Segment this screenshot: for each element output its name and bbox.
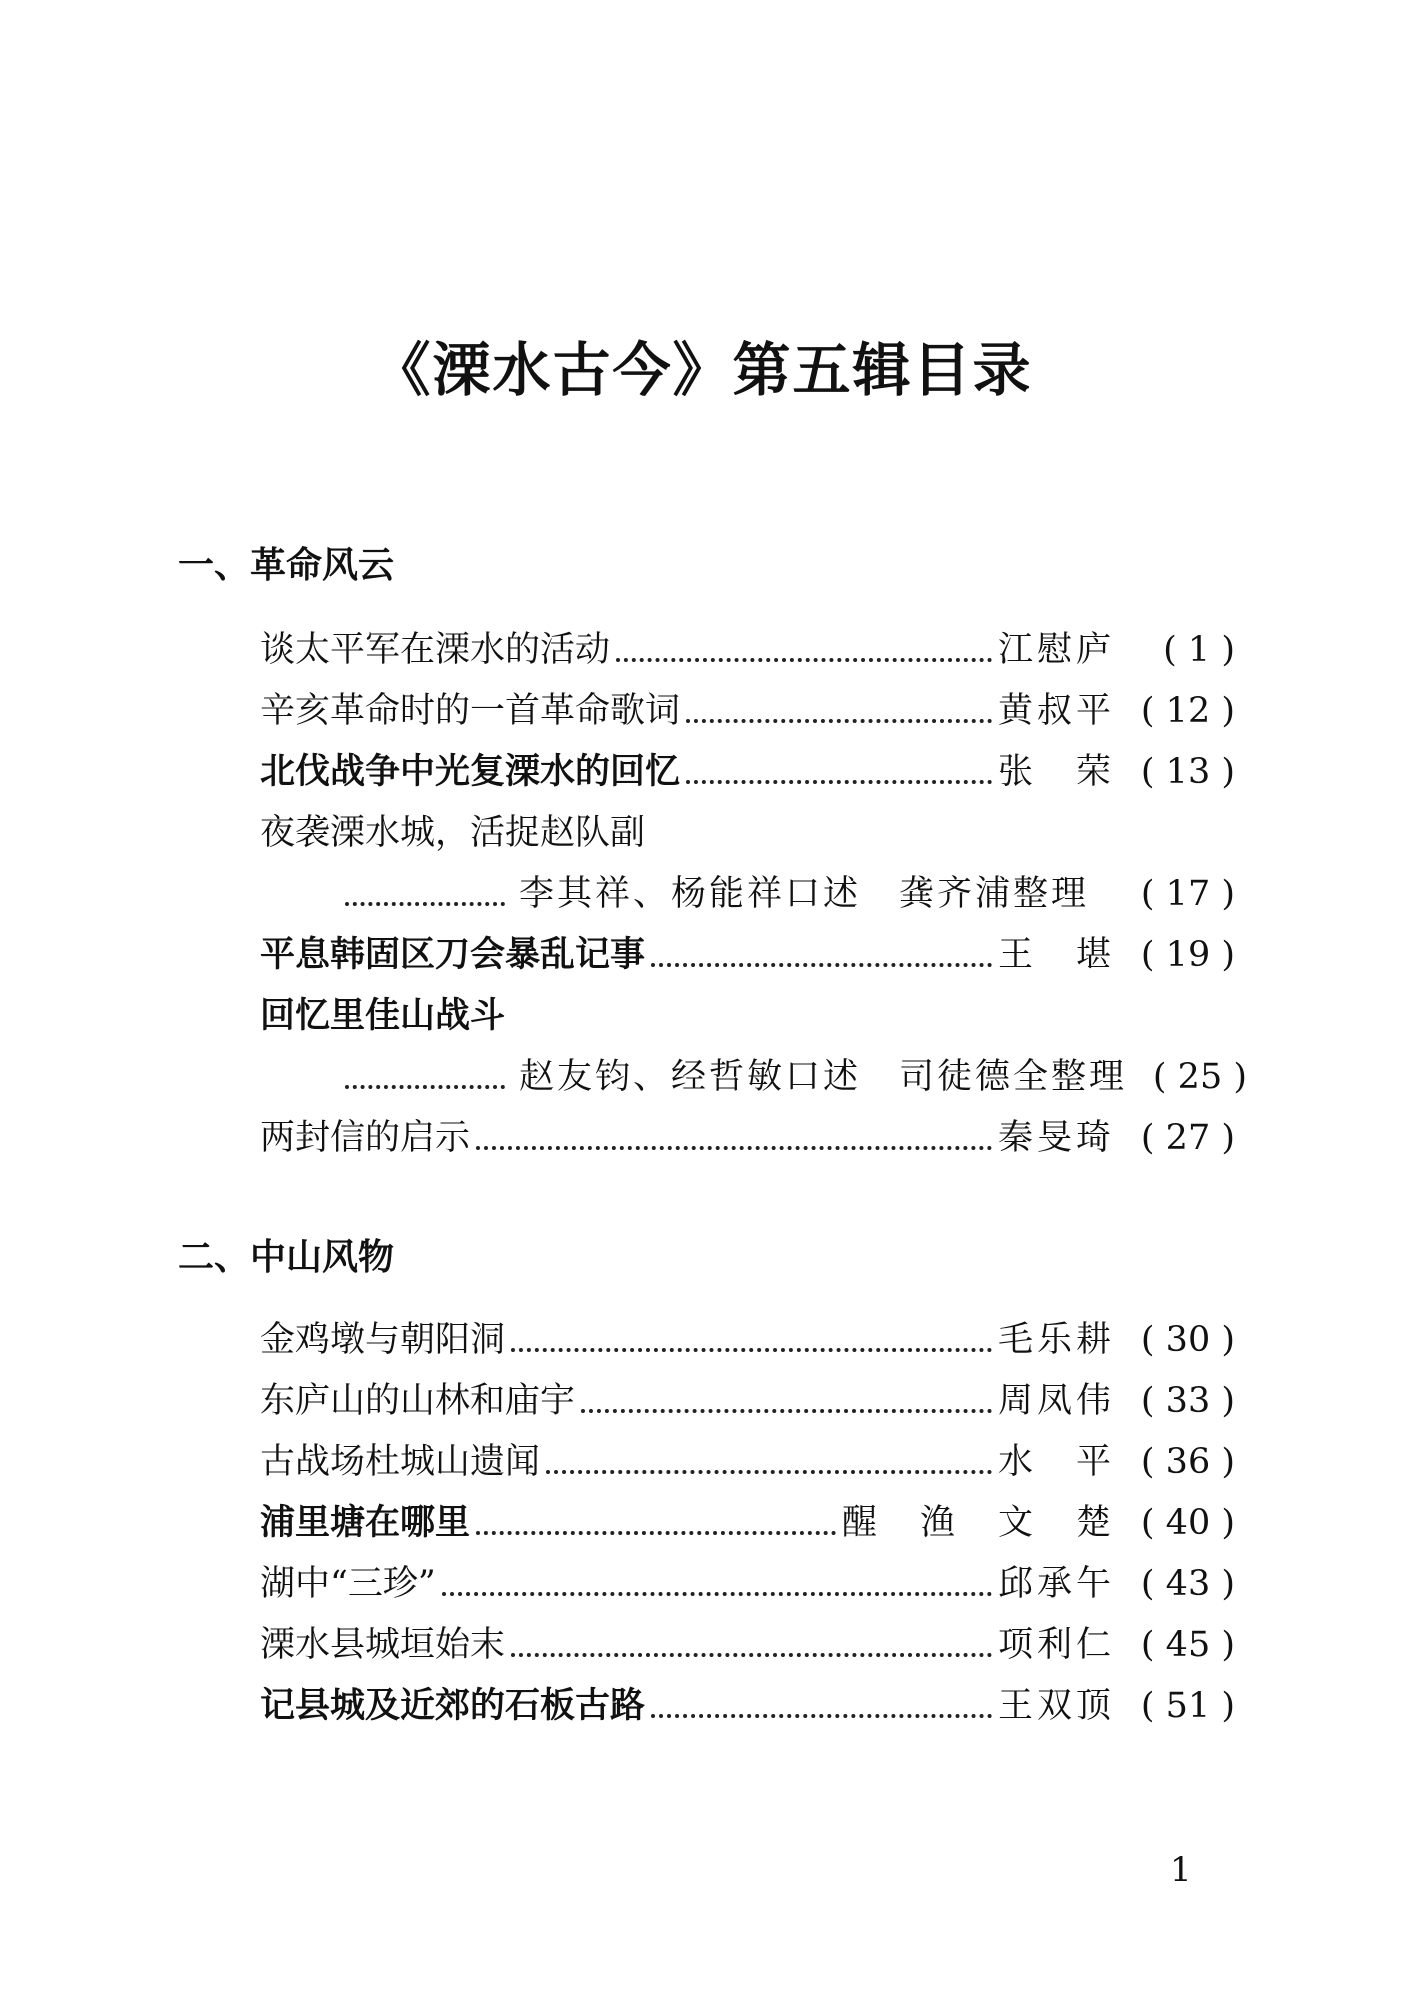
dot-leader <box>651 963 992 967</box>
entry-page: ( 33 ) <box>1140 1381 1235 1421</box>
entry-title: 回忆里佳山战斗 <box>260 995 506 1036</box>
toc-entry <box>260 1312 1235 1368</box>
entry-author: 醒 渔 文 楚 <box>841 1503 1115 1543</box>
entry-page: ( 25 ) <box>1152 1057 1248 1097</box>
entry-credit: 李其祥、杨能祥口述 龚齐浦整理 <box>519 874 1090 914</box>
entry-page: ( 40 ) <box>1140 1503 1235 1543</box>
entry-title: 东庐山的山林和庙宇 <box>260 1381 576 1421</box>
entry-page: ( 19 ) <box>1140 935 1235 975</box>
entry-author: 项利仁 <box>997 1625 1115 1665</box>
entry-title: 辛亥革命时的一首革命歌词 <box>260 691 681 731</box>
entry-author: 王 堪 <box>997 935 1115 975</box>
toc-entry-continuation <box>345 1049 1248 1105</box>
entry-page: ( 13 ) <box>1140 752 1235 792</box>
entry-page: ( 45 ) <box>1140 1625 1235 1665</box>
entry-page: ( 17 ) <box>1140 874 1235 914</box>
toc-entry <box>260 744 1235 800</box>
entry-page: ( 27 ) <box>1140 1118 1235 1158</box>
entry-title: 浦里塘在哪里 <box>260 1502 471 1543</box>
entry-author: 江慰庐 <box>997 630 1115 670</box>
toc-entry <box>260 1434 1235 1490</box>
toc-entry <box>260 1556 1235 1612</box>
dot-leader <box>345 1085 505 1089</box>
toc-entry <box>260 1617 1235 1673</box>
toc-entry-continuation <box>345 866 1235 922</box>
entry-page: ( 12 ) <box>1140 691 1235 731</box>
entry-title: 北伐战争中光复溧水的回忆 <box>260 751 681 792</box>
entry-author: 黄叔平 <box>997 691 1115 731</box>
toc-entry <box>260 1678 1235 1734</box>
dot-leader <box>476 1531 836 1535</box>
entry-page: ( 51 ) <box>1140 1686 1235 1726</box>
entry-credit: 赵友钧、经哲敏口述 司徒德全整理 <box>519 1057 1128 1097</box>
page-number: 1 <box>1170 1850 1192 1890</box>
dot-leader <box>686 719 992 723</box>
entry-page: ( 43 ) <box>1140 1564 1235 1604</box>
dot-leader <box>476 1146 992 1150</box>
toc-entry <box>260 622 1235 678</box>
toc-entry <box>260 683 1235 739</box>
dot-leader <box>546 1470 992 1474</box>
entry-title: 记县城及近郊的石板古路 <box>260 1685 646 1726</box>
entry-title: 古战场杜城山遗闻 <box>260 1442 541 1482</box>
dot-leader <box>442 1592 992 1596</box>
entry-author: 张 荣 <box>997 752 1115 792</box>
toc-entry <box>260 927 1235 983</box>
entry-title: 夜袭溧水城，活捉赵队副 <box>260 813 646 853</box>
toc-entry <box>260 1495 1235 1551</box>
entry-author: 周凤伟 <box>997 1381 1115 1421</box>
dot-leader <box>616 658 992 662</box>
entry-page: ( 36 ) <box>1140 1442 1235 1482</box>
entry-author: 邱承午 <box>997 1564 1115 1604</box>
entry-author: 水 平 <box>997 1442 1115 1482</box>
entry-title: 谈太平军在溧水的活动 <box>260 630 611 670</box>
dot-leader <box>581 1409 992 1413</box>
toc-entry <box>260 1373 1235 1429</box>
entry-author: 王双顶 <box>997 1686 1115 1726</box>
entry-author: 毛乐耕 <box>997 1320 1115 1360</box>
dot-leader <box>345 902 505 906</box>
dot-leader <box>651 1714 992 1718</box>
section-heading: 二、中山风物 <box>178 1236 395 1278</box>
dot-leader <box>511 1348 992 1352</box>
page-title: 《溧水古今》第五辑目录 <box>372 336 1033 404</box>
entry-title: 平息韩固区刀会暴乱记事 <box>260 934 646 975</box>
entry-title: 两封信的启示 <box>260 1118 471 1158</box>
entry-title: 金鸡墩与朝阳洞 <box>260 1320 506 1360</box>
entry-author: 秦旻琦 <box>997 1118 1115 1158</box>
entry-title: 湖中“三珍” <box>260 1564 436 1604</box>
toc-entry <box>260 1110 1235 1166</box>
entry-page: ( 30 ) <box>1140 1320 1235 1360</box>
entry-page: ( 1 ) <box>1163 630 1235 670</box>
dot-leader <box>686 780 992 784</box>
entry-title: 溧水县城垣始末 <box>260 1625 506 1665</box>
section-heading: 一、革命风云 <box>178 544 395 586</box>
dot-leader <box>511 1653 992 1657</box>
